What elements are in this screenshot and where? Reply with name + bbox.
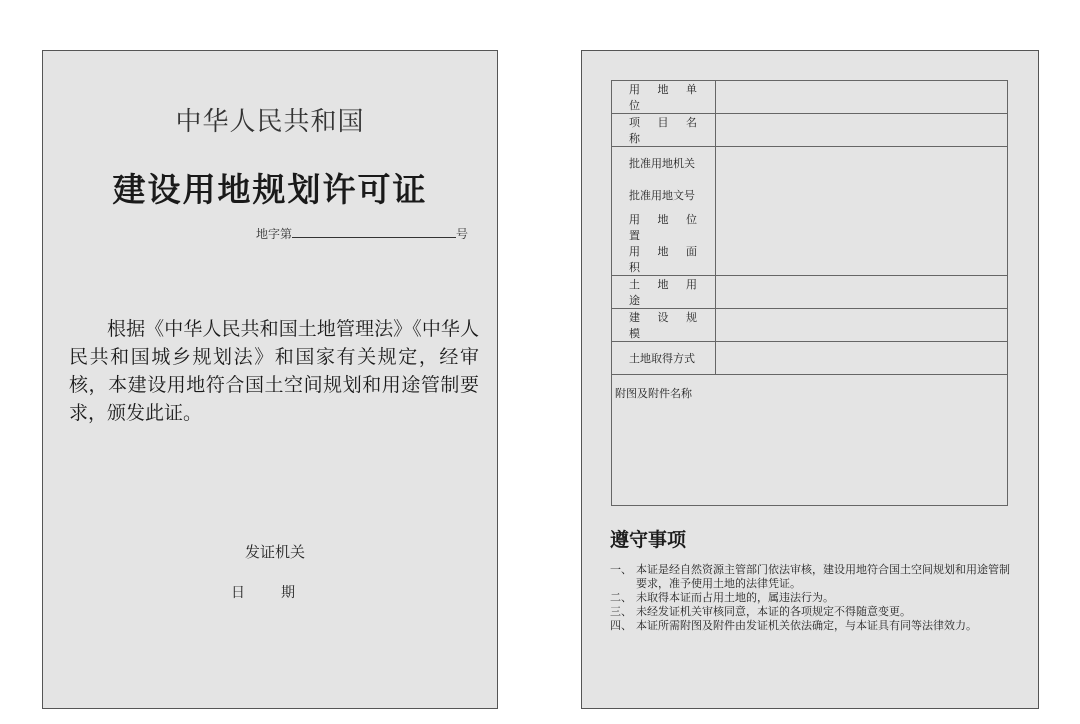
field-value-construction-scale — [716, 309, 1008, 342]
certificate-body-text: 根据《中华人民共和国土地管理法》《中华人民共和国城乡规划法》和国家有关规定，经审核，本建设用地符合国土空间规划和用途管制要求，颁发此证。 — [69, 318, 479, 424]
table-row — [612, 211, 1008, 243]
table-row — [612, 243, 1008, 276]
field-label-project-name: 项 目 名 称 — [612, 114, 716, 147]
notes-list — [610, 563, 1010, 633]
date-label — [231, 582, 331, 602]
table-row — [612, 114, 1008, 147]
date-label-part-2: 期 — [281, 585, 295, 601]
certificate-number-line — [256, 225, 468, 242]
certificate-title: 建设用地规划许可证 — [112, 170, 428, 209]
field-label-approving-authority: 批准用地机关 — [612, 147, 716, 180]
note-text: 未经发证机关审核同意，本证的各项规定不得随意变更。 — [636, 605, 911, 618]
number-blank — [292, 225, 456, 238]
table-row — [612, 179, 1008, 211]
table-row — [612, 375, 1008, 506]
field-value-acquisition-method — [716, 342, 1008, 375]
field-label-construction-scale: 建 设 规 模 — [612, 309, 716, 342]
field-label-acquisition-method: 土地取得方式 — [612, 342, 716, 375]
field-label-approval-document: 批准用地文号 — [612, 179, 716, 211]
note-number: 四、 — [610, 619, 632, 632]
country-name: 中华人民共和国 — [175, 107, 365, 137]
table-row — [612, 342, 1008, 375]
field-value-approving-authority — [716, 147, 1008, 180]
field-label-land-location: 用 地 位 置 — [612, 211, 716, 243]
field-value-land-use — [716, 276, 1008, 309]
table-row — [612, 147, 1008, 180]
attachments-label: 附图及附件名称 — [615, 387, 692, 400]
field-value-land-location — [716, 211, 1008, 243]
certificate-details-page — [581, 50, 1039, 709]
field-value-land-user — [716, 81, 1008, 114]
certificate-cover-page — [42, 50, 498, 709]
land-info-table — [611, 80, 1008, 506]
note-number: 二、 — [610, 591, 632, 604]
note-number: 一、 — [610, 563, 632, 576]
number-suffix: 号 — [456, 227, 469, 241]
field-value-land-area — [716, 243, 1008, 276]
number-prefix: 地字第 — [256, 227, 293, 241]
list-item — [610, 563, 1010, 591]
note-text: 本证所需附图及附件由发证机关依法确定，与本证具有同等法律效力。 — [636, 619, 977, 632]
table-row — [612, 81, 1008, 114]
list-item — [610, 605, 1010, 619]
note-text: 本证是经自然资源主管部门依法审核，建设用地符合国土空间规划和用途管制要求，准予使用土地的法律凭证。 — [636, 563, 1010, 590]
field-label-land-area: 用 地 面 积 — [612, 243, 716, 276]
note-text: 未取得本证而占用土地的，属违法行为。 — [636, 591, 834, 604]
field-value-approval-document — [716, 179, 1008, 211]
list-item — [610, 619, 1010, 633]
field-label-land-use: 土 地 用 途 — [612, 276, 716, 309]
field-label-land-user: 用 地 单 位 — [612, 81, 716, 114]
notes-title: 遵守事项 — [610, 529, 687, 551]
note-number: 三、 — [610, 605, 632, 618]
field-value-project-name — [716, 114, 1008, 147]
list-item — [610, 591, 1010, 605]
table-row — [612, 309, 1008, 342]
table-row — [612, 276, 1008, 309]
date-label-part-1: 日 — [231, 585, 245, 601]
issuer-label: 发证机关 — [244, 543, 305, 561]
